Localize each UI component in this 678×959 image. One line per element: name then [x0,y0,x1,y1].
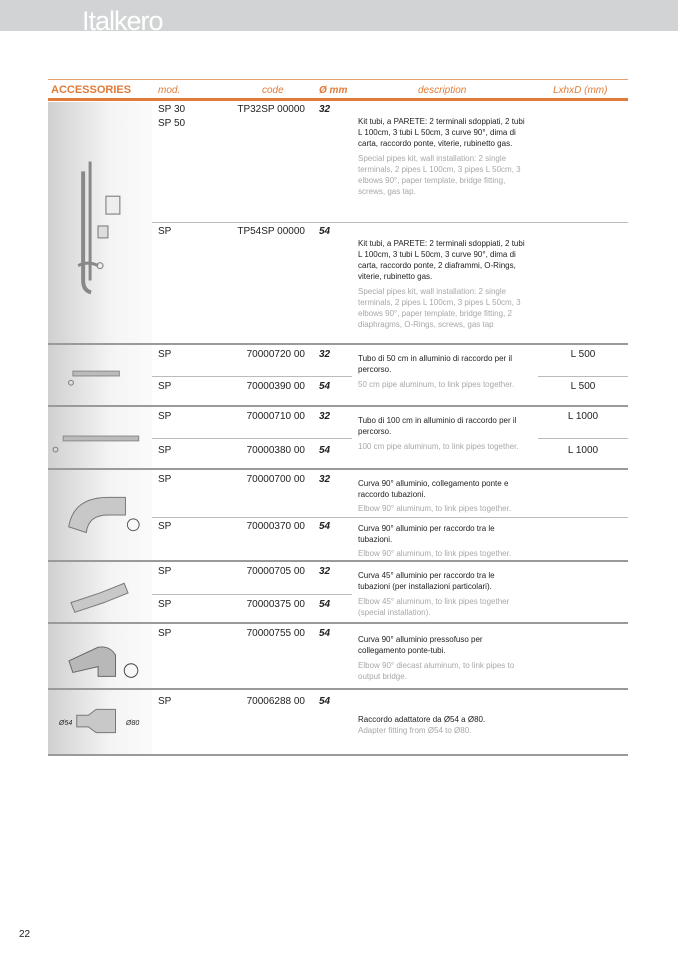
product-group-adapter [48,690,628,756]
mod: SP [158,599,172,610]
diameter: 32 [319,474,331,485]
description: Curva 90° alluminio pressofuso per collegamento ponte-tubi. Elbow 90° diecast aluminum, to link pipes to output bridge. [358,635,515,681]
product-group-pipe-100 [48,407,628,470]
code: 70000705 00 [246,566,305,577]
dimension: L 500 [570,349,596,360]
product-group-elbow-90 [48,470,628,562]
mod: SP [158,566,172,577]
code: TP32SP 00000 [237,104,305,115]
description: Curva 90° alluminio, collegamento ponte e raccordo tubazioni. Elbow 90° aluminum, to link pipes together. [358,479,512,513]
top-banner [0,0,678,36]
brand-logo: Italkero [82,6,163,36]
row-divider [152,438,352,439]
mod: SP [158,226,172,237]
code: 70000380 00 [246,445,305,456]
diameter: 32 [319,566,331,577]
mod: SP 50 [158,118,186,129]
product-group-kit [48,102,628,345]
mod: SP [158,628,172,639]
diameter: 32 [319,104,331,115]
diameter: 54 [319,696,331,707]
product-group-elbow-diecast [48,624,628,690]
code: 70000700 00 [246,474,305,485]
diameter: 54 [319,521,331,532]
description: Curva 45° alluminio per raccordo tra le tubazioni (per installazioni particolari). Elbow 45° aluminum, to link pipes together (special installation). [358,571,510,617]
page-number: 22 [19,929,31,940]
code: 70000720 00 [246,349,305,360]
code: 70000755 00 [246,628,305,639]
mod: SP 30 [158,104,186,115]
pipe-50-image [48,345,152,405]
mod: SP [158,696,172,707]
row-divider [538,438,628,439]
code: 70006288 00 [246,696,305,707]
code: 70000375 00 [246,599,305,610]
mod: SP [158,521,172,532]
description: Tubo di 50 cm in alluminio di raccordo per il percorso. 50 cm pipe aluminum, to link pipes together. [358,354,515,389]
description: Tubo di 100 cm in alluminio di raccordo per il percorso. 100 cm pipe aluminum, to link pipes together. [358,416,519,451]
elbow-45-image [48,562,152,622]
dimension: L 500 [570,381,596,392]
row-divider [538,376,628,377]
mod: SP [158,474,172,485]
table-header [48,79,628,101]
section-title: ACCESSORIES [51,84,132,96]
description: Curva 90° alluminio per raccordo tra le tubazioni. Elbow 90° aluminum, to link pipes together. [358,524,512,558]
description: Kit tubi, a PARETE: 2 terminali sdoppiati, 2 tubi L 100cm, 3 tubi L 50cm, 3 curve 90°, dima di carta, raccordo ponte, 2 diaframmi, O-Rings, viterie, rubinetto gas. Special pipes kit, wall installation: 2 single terminals, 2 pipes L 100cm, 3 pipes L 50cm, 3 elbows 90°, paper template, bridge fitting, 2 diaphragms, O-Rings, screws, gas tap [358,239,525,329]
row-divider [152,222,628,223]
code: 70000710 00 [246,411,305,422]
adapter-label-54: Ø54 [59,720,73,727]
code: TP54SP 00000 [237,226,305,237]
col-mod: mod. [158,85,181,96]
row-divider [152,594,352,595]
diameter: 32 [319,349,331,360]
mod: SP [158,411,172,422]
product-group-pipe-50 [48,345,628,407]
mod: SP [158,381,172,392]
col-diameter: Ø mm [319,85,348,96]
mod: SP [158,445,172,456]
diameter: 54 [319,445,331,456]
dimension: L 1000 [567,445,599,456]
elbow-90-image [48,470,152,560]
kit-image [48,102,152,343]
diameter: 54 [319,628,331,639]
diameter: 54 [319,226,331,237]
col-description: description [418,85,467,96]
product-group-elbow-45 [48,562,628,624]
code: 70000370 00 [246,521,305,532]
row-divider [152,517,628,518]
description: Kit tubi, a PARETE: 2 terminali sdoppiati, 2 tubi L 100cm, 3 tubi L 50cm, 3 curve 90°, dima di carta, raccordo ponte, viterie, rubinetto gas. Special pipes kit, wall installation: 2 single terminals, 2 pipes L 100cm, 3 pipes L 50cm, 3 elbows 90°, paper template, bridge fitting, screws, gas tap. [358,117,525,196]
diameter: 54 [319,381,331,392]
col-code: code [262,85,284,96]
diameter: 54 [319,599,331,610]
pipe-100-image [48,407,152,468]
elbow-diecast-image [48,624,152,688]
mod: SP [158,349,172,360]
adapter-label-80: Ø80 [126,720,140,727]
diameter: 32 [319,411,331,422]
description: Raccordo adattatore da Ø54 a Ø80. Adapter fitting from Ø54 to Ø80. [358,715,486,735]
code: 70000390 00 [246,381,305,392]
row-divider [152,376,352,377]
dimension: L 1000 [567,411,599,422]
col-dims: LxhxD (mm) [553,85,608,96]
